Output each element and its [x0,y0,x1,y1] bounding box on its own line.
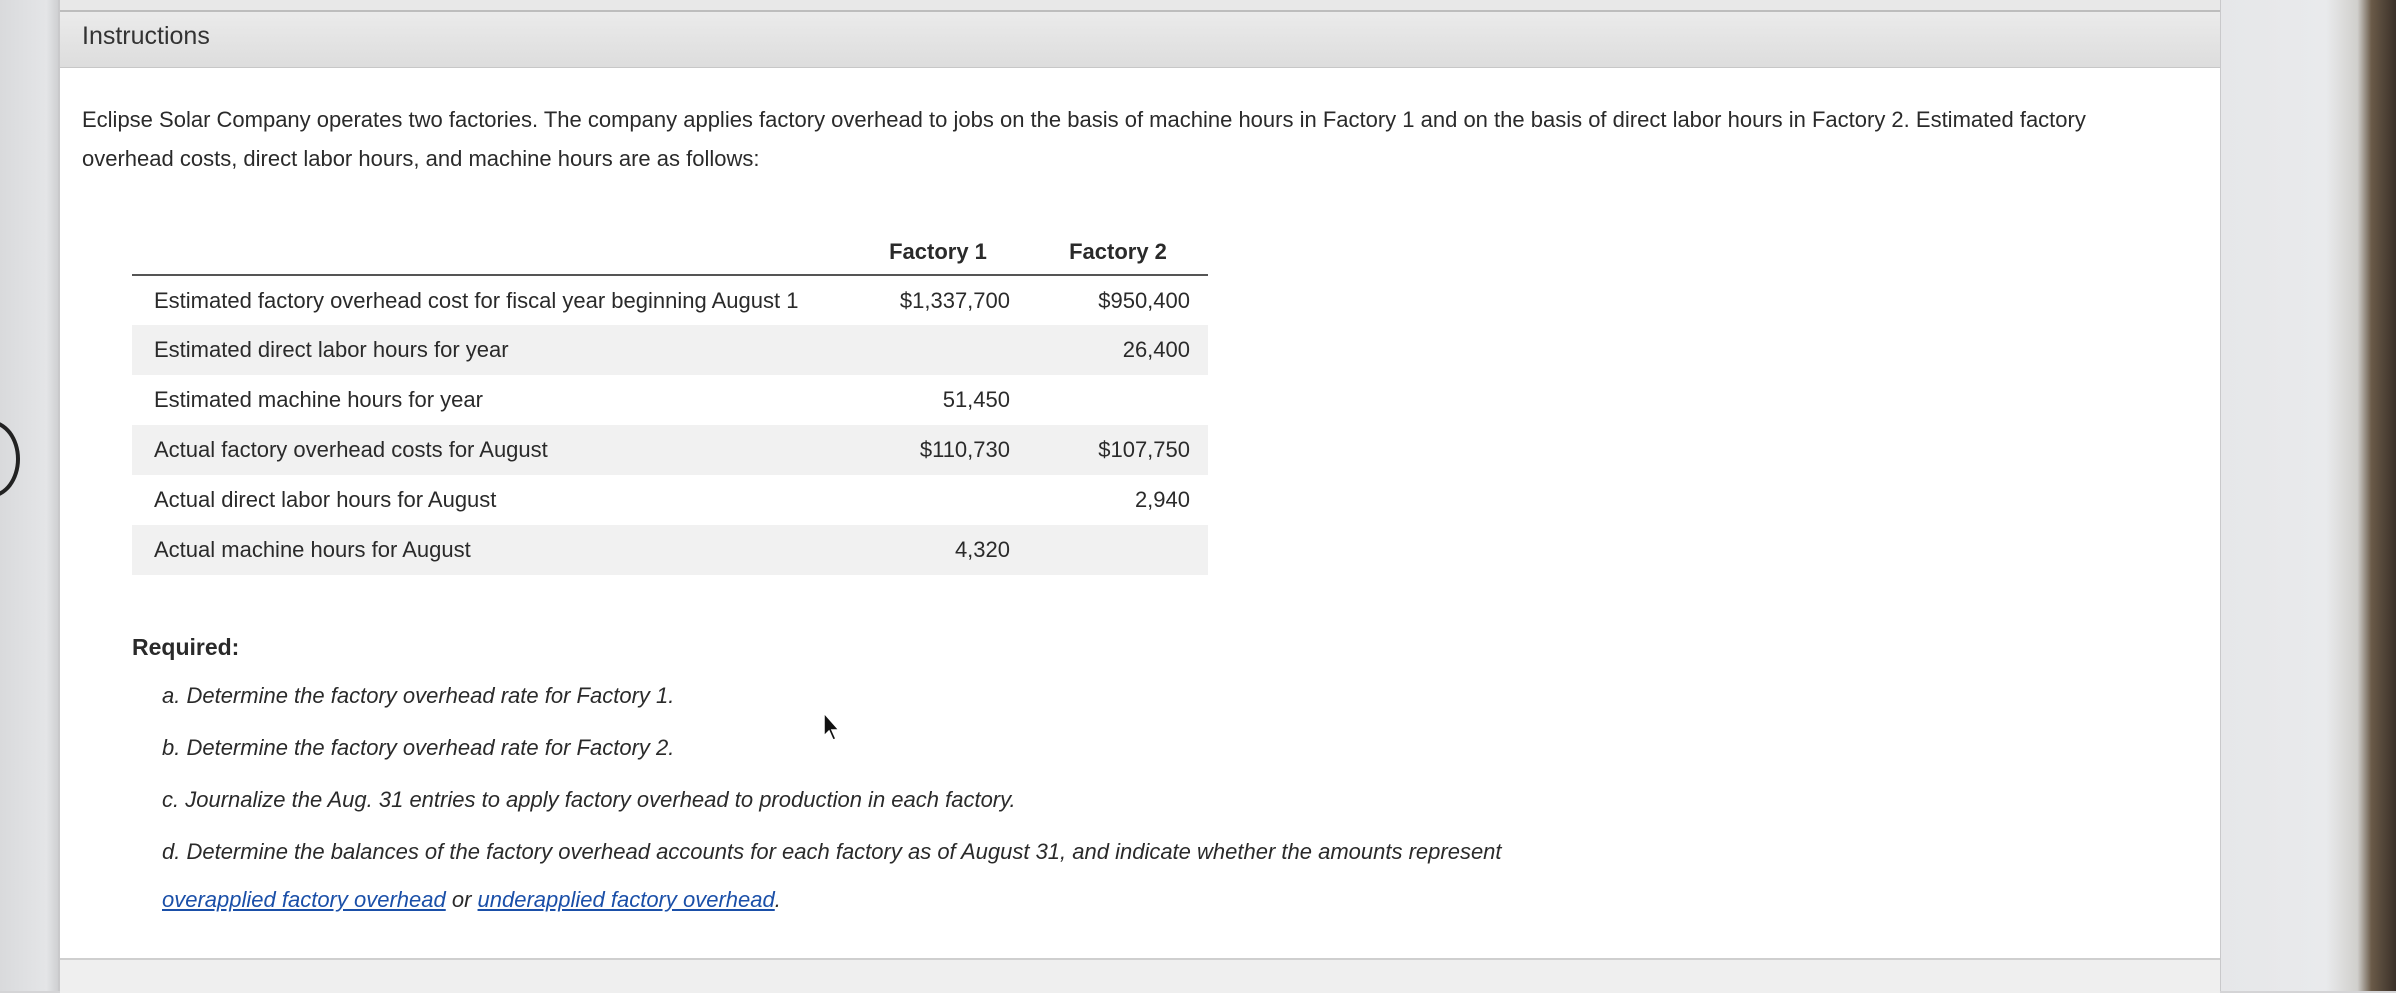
required-item-c: c. Journalize the Aug. 31 entries to apply factory overhead to production in each factory. [162,787,1016,812]
row-label: Actual direct labor hours for August [154,487,497,512]
factory-1-value: $1,337,700 [899,287,1010,313]
intro-paragraph: Eclipse Solar Company operates two factories. The company applies factory overhead to jobs on the basis of machine hours in Factory 1 and on the basis of direct labor hours in Factory 2. Estimated factory overhead costs, direct labor hours, and machine hours are as follows: [82,107,2086,171]
content-area [82,100,2192,912]
required-item-d-period: . [774,887,781,912]
factory-1-value: 51,450 [942,387,1010,412]
underapplied-term-link[interactable]: underapplied factory overhead [477,887,775,912]
factory-2-value: 2,940 [1134,487,1190,512]
factory-1-value: $110,730 [848,425,1028,475]
bezel-circle-shape [0,420,20,498]
bottom-bar [60,958,2220,993]
factory-2-value: $950,400 [1098,287,1190,313]
left-bezel [0,0,58,991]
row-label: Actual factory overhead costs for August [132,425,848,475]
required-item-d-continuation [162,874,1762,926]
header-factory-1: Factory 1 [848,230,1028,275]
window-title: Instructions [82,22,210,50]
table-row [132,375,1208,425]
factory-2-value [1028,525,1208,575]
table-row [132,325,1208,375]
factory-1-value: 4,320 [848,525,1028,575]
table-row [132,425,1208,475]
header-blank [132,230,848,275]
top-strip [60,0,2220,10]
required-list [162,670,1762,926]
row-label: Estimated factory overhead cost for fiscal year beginning August 1 [154,287,799,313]
required-item-b: b. Determine the factory overhead rate for Factory 2. [162,735,675,760]
table-row [132,525,1208,575]
table-header-row [132,230,1208,275]
overapplied-term-link[interactable]: overapplied factory overhead [162,887,446,912]
required-item-a: a. Determine the factory overhead rate for Factory 1. [162,683,675,708]
required-item-d-connector: or [445,887,478,912]
table-row [132,275,1208,325]
required-item-d: d. Determine the balances of the factory overhead accounts for each factory as of August 31, and indicate whether the amounts represent [162,839,1502,864]
right-bezel [2221,0,2396,991]
titlebar [60,10,2220,68]
required-heading: Required: [132,634,240,660]
mouse-cursor-icon [822,712,844,742]
instructions-window [58,0,2222,991]
row-label: Estimated machine hours for year [154,387,483,412]
factory-2-value [1028,375,1208,425]
overhead-data-table [132,230,1208,575]
factory-2-value: $107,750 [1028,425,1208,475]
row-label: Estimated direct labor hours for year [132,325,848,375]
table-row [132,475,1208,525]
factory-2-value: 26,400 [1028,325,1208,375]
factory-1-value [848,475,1028,525]
row-label: Actual machine hours for August [132,525,848,575]
factory-1-value [848,325,1028,375]
header-factory-2: Factory 2 [1028,230,1208,275]
